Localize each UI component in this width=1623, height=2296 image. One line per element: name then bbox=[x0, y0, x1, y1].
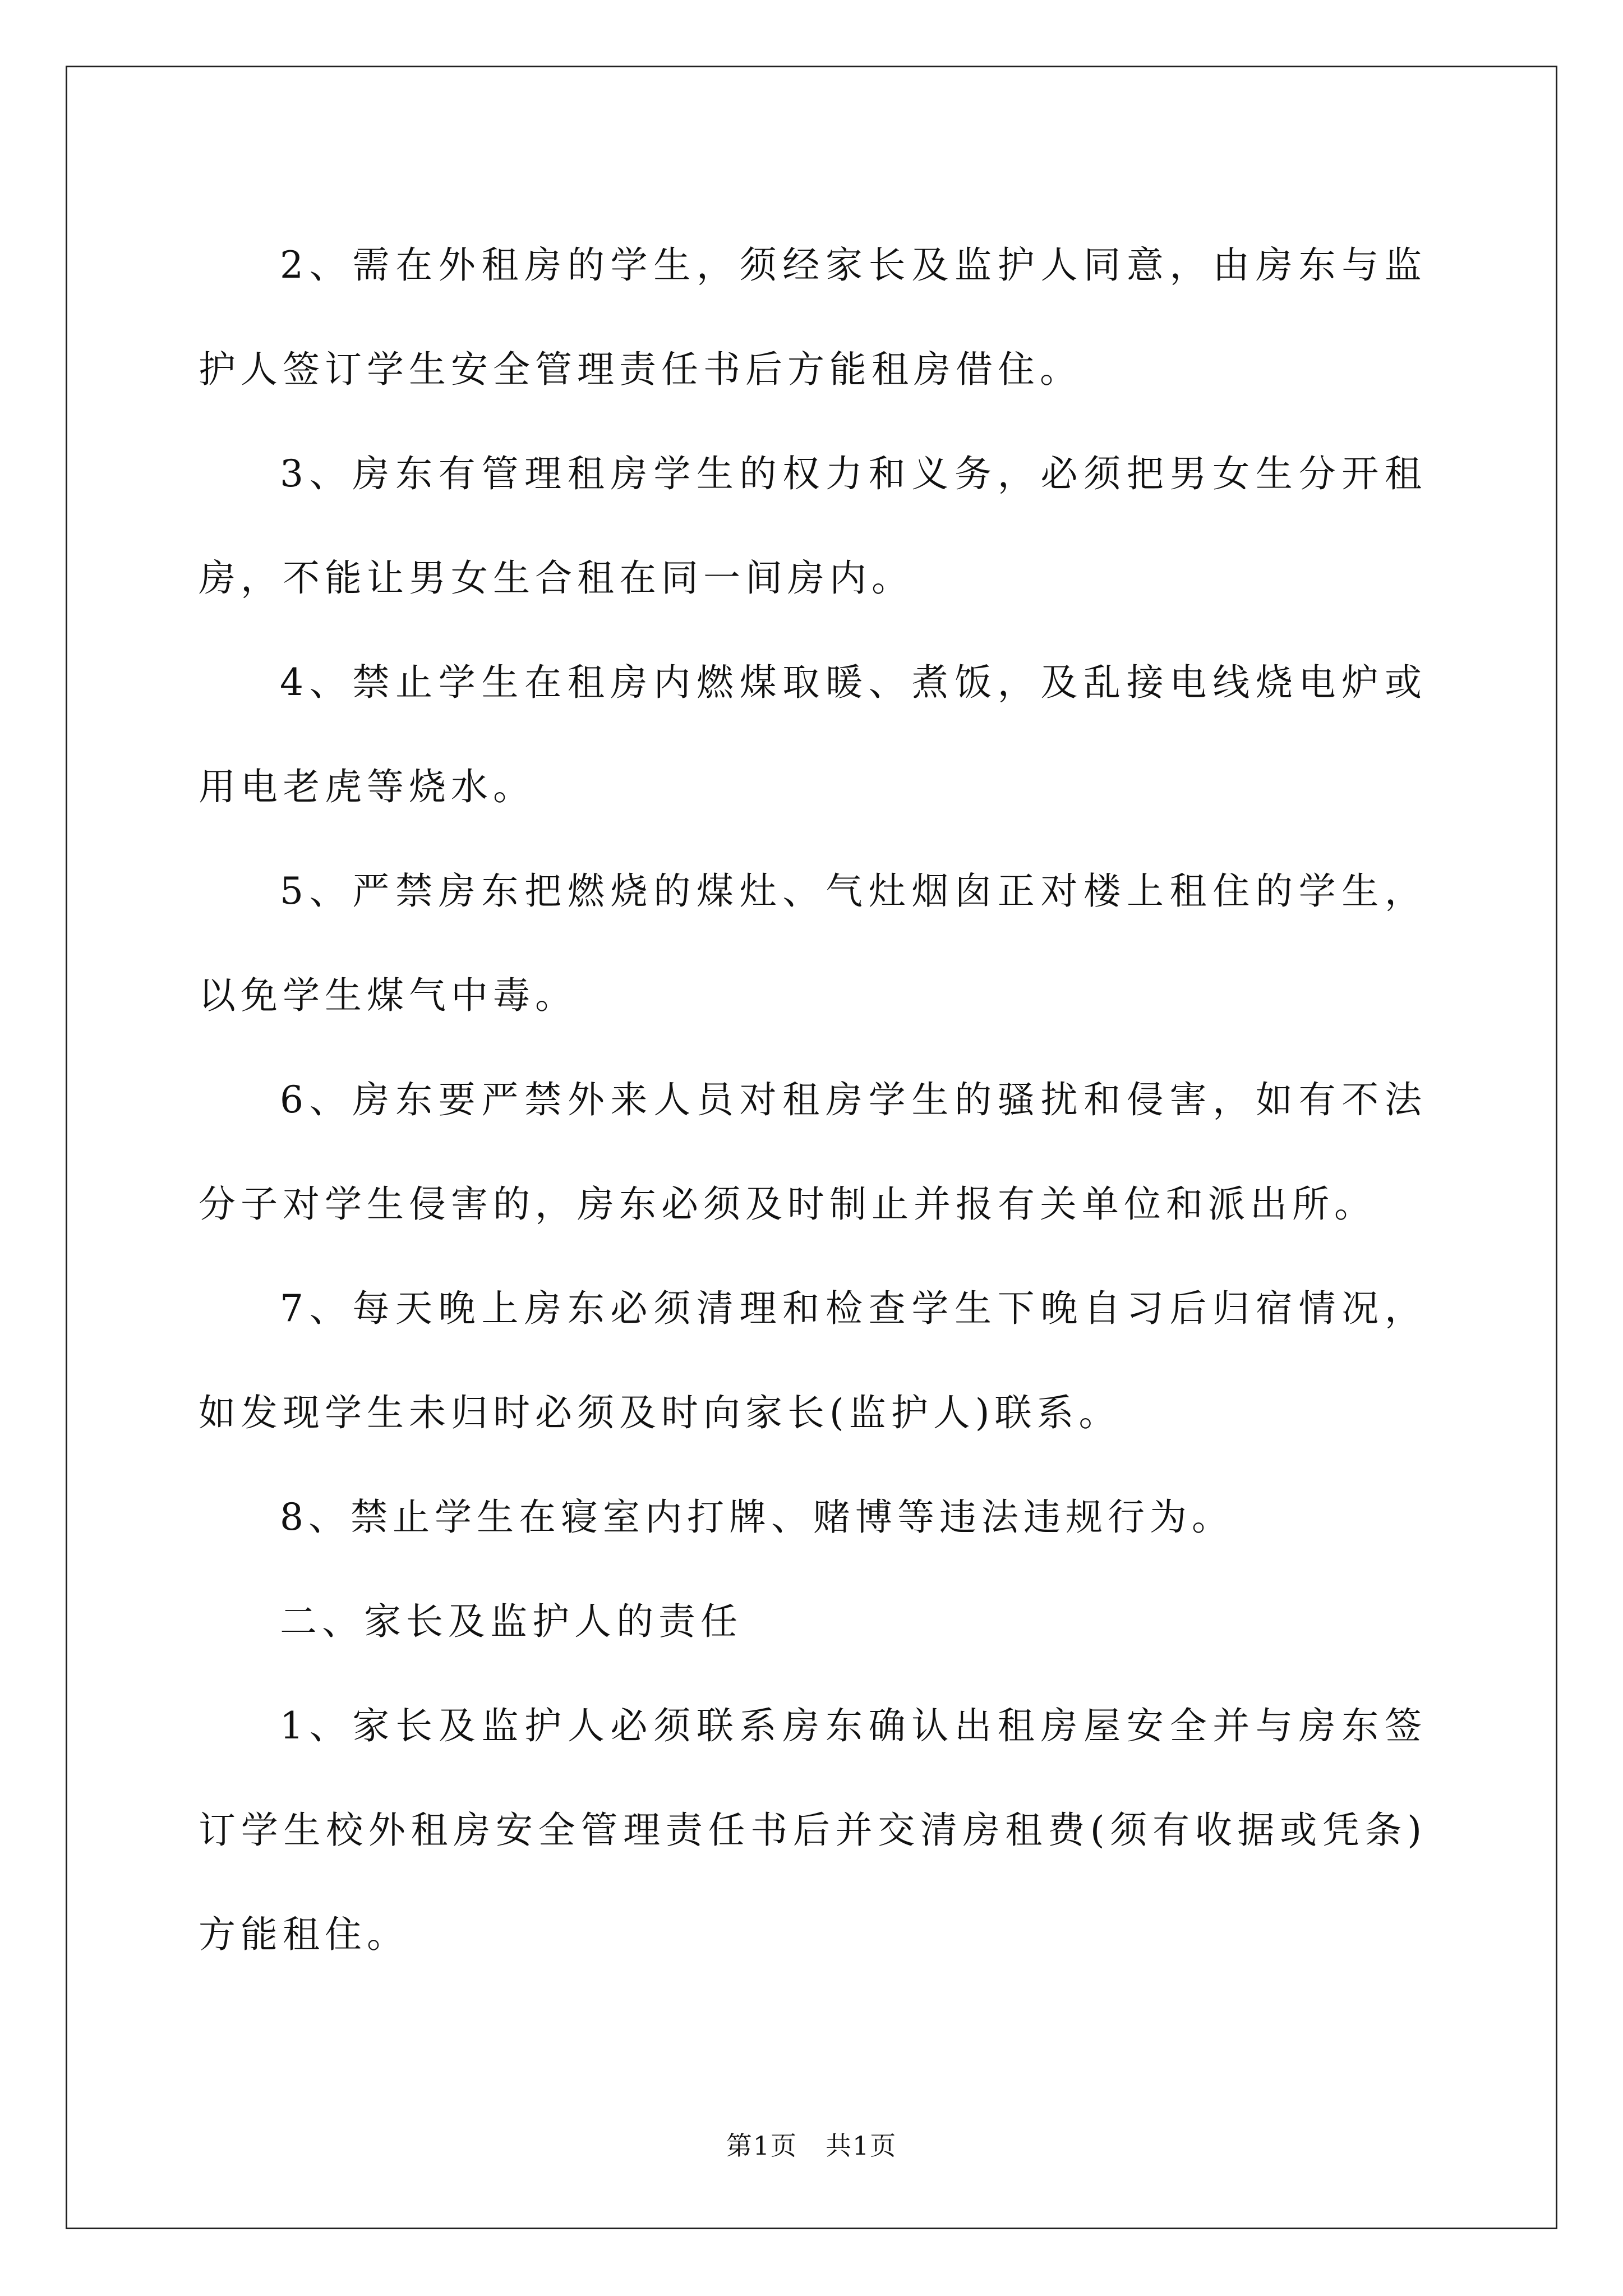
paragraph-item-2: 2、需在外租房的学生，须经家长及监护人同意，由房东与监护人签订学生安全管理责任书后方能租房借住。 bbox=[199, 243, 1427, 391]
paragraph-item-6: 6、房东要严禁外来人员对租房学生的骚扰和侵害，如有不法分子对学生侵害的，房东必须及时制止并报有关单位和派出所。 bbox=[199, 1078, 1427, 1226]
paragraph-item-5: 5、严禁房东把燃烧的煤灶、气灶烟囱正对楼上租住的学生，以免学生煤气中毒。 bbox=[199, 869, 1427, 1017]
page-footer bbox=[0, 2129, 1623, 2162]
paragraph-item-7: 7、每天晚上房东必须清理和检查学生下晚自习后归宿情况，如发现学生未归时必须及时向家长(监护人)联系。 bbox=[199, 1287, 1427, 1434]
paragraph-item-8: 8、禁止学生在寝室内打牌、赌博等违法违规行为。 bbox=[280, 1496, 1234, 1539]
paragraph-parent-item-1: 1、家长及监护人必须联系房东确认出租房屋安全并与房东签订学生校外租房安全管理责任书后并交清房租费(须有收据或凭条)方能租住。 bbox=[199, 1704, 1427, 1956]
page-number-current: 第1页 bbox=[726, 2131, 797, 2161]
paragraph-item-4: 4、禁止学生在租房内燃煤取暖、煮饭，及乱接电线烧电炉或用电老虎等烧水。 bbox=[199, 661, 1427, 808]
page-number-total: 共1页 bbox=[826, 2131, 897, 2161]
document-body bbox=[199, 213, 1427, 1987]
section-heading-parent-responsibility: 二、家长及监护人的责任 bbox=[280, 1600, 743, 1643]
paragraph-item-3: 3、房东有管理租房学生的权力和义务，必须把男女生分开租房，不能让男女生合租在同一间房内。 bbox=[199, 452, 1427, 600]
